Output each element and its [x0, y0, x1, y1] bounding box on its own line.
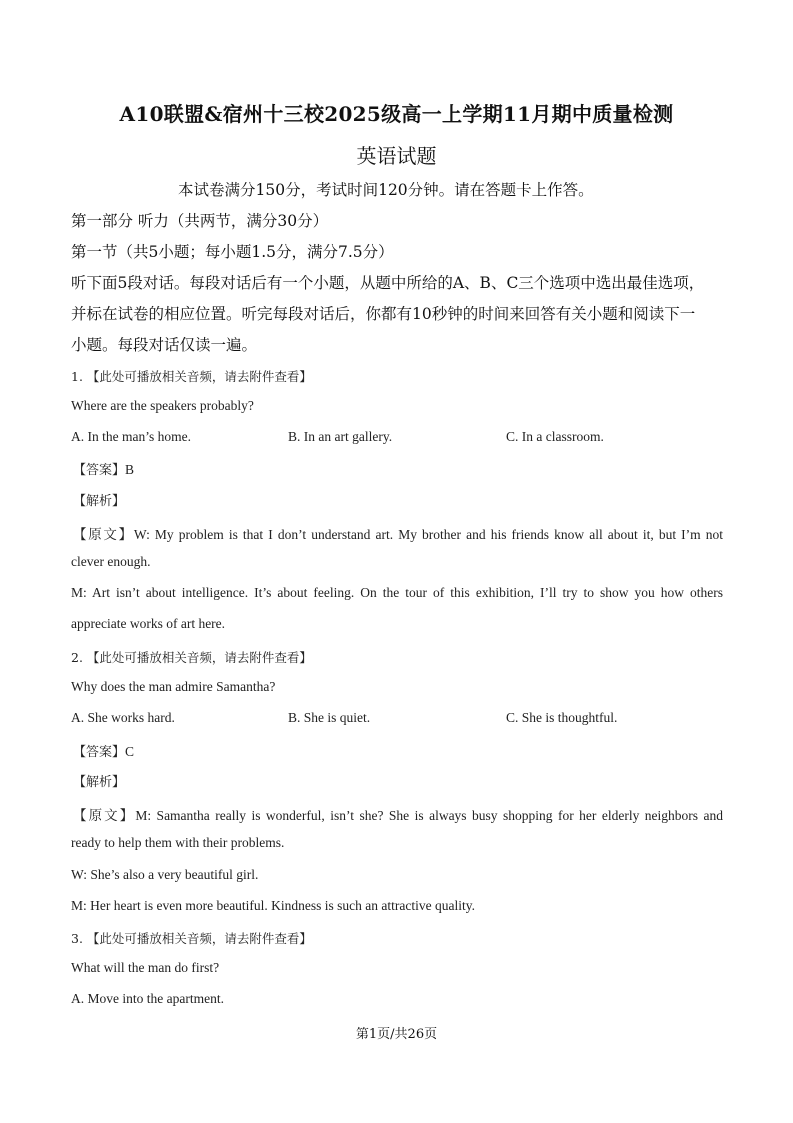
transcript-line: 【原文】M: Samantha really is wonderful, isn’t she? She is always busy shopping for her elderly neighbors and [73, 808, 723, 823]
instruction-line: 小题。每段对话仅读一遍。 [71, 336, 258, 354]
page-title: A10联盟&宿州十三校2025级高一上学期11月期中质量检测 [119, 102, 674, 126]
option-a: A. Move into the apartment. [71, 991, 224, 1006]
audio-note: 3. 【此处可播放相关音频，请去附件查看】 [71, 931, 312, 946]
option-c: C. In a classroom. [506, 429, 604, 444]
question-text: Where are the speakers probably? [71, 398, 254, 413]
analysis-label: 【解析】 [73, 494, 126, 509]
question-text: What will the man do first? [71, 960, 220, 975]
answer-label: 【答案】 [73, 463, 126, 478]
audio-note: 1. 【此处可播放相关音频，请去附件查看】 [71, 369, 312, 384]
page-subtitle: 英语试题 [356, 144, 437, 168]
page-footer: 第1页/共26页 [355, 1027, 438, 1042]
answer-value: B [125, 462, 135, 477]
audio-note: 2. 【此处可播放相关音频，请去附件查看】 [71, 650, 312, 665]
option-b: B. In an art gallery. [288, 429, 393, 444]
transcript-line: W: She’s also a very beautiful girl. [71, 867, 259, 882]
answer-row [73, 459, 134, 478]
instruction-line: 并标在试卷的相应位置。听完每段对话后，你都有10秒钟的时间来回答有关小题和阅读下一 [71, 305, 696, 323]
option-a: A. She works hard. [71, 710, 175, 725]
transcript-line: M: Art isn’t about intelligence. It’s about feeling. On the tour of this exhibition, I’ll try to show you how others [71, 585, 723, 600]
option-a: A. In the man’s home. [71, 429, 191, 444]
transcript-line: 【原文】W: My problem is that I don’t understand art. My brother and his friends know all about it, but I’m not [73, 527, 723, 542]
option-c: C. She is thoughtful. [506, 710, 618, 725]
question-text: Why does the man admire Samantha? [71, 679, 276, 694]
analysis-label: 【解析】 [73, 775, 126, 790]
answer-value: C [125, 744, 135, 759]
part-heading: 第一部分 听力（共两节，满分30分） [71, 212, 329, 230]
answer-row [73, 741, 134, 760]
exam-note: 本试卷满分150分，考试时间120分钟。请在答题卡上作答。 [178, 181, 594, 199]
option-b: B. She is quiet. [288, 710, 371, 725]
section-heading: 第一节（共5小题；每小题1.5分，满分7.5分） [71, 243, 394, 261]
answer-label: 【答案】 [73, 745, 126, 760]
transcript-line: M: Her heart is even more beautiful. Kindness is such an attractive quality. [71, 898, 476, 913]
instruction-line: 听下面5段对话。每段对话后有一个小题，从题中所给的A、B、C三个选项中选出最佳选项， [71, 274, 705, 292]
transcript-line: appreciate works of art here. [71, 616, 226, 631]
transcript-line: clever enough. [71, 554, 151, 569]
transcript-line: ready to help them with their problems. [71, 835, 285, 850]
